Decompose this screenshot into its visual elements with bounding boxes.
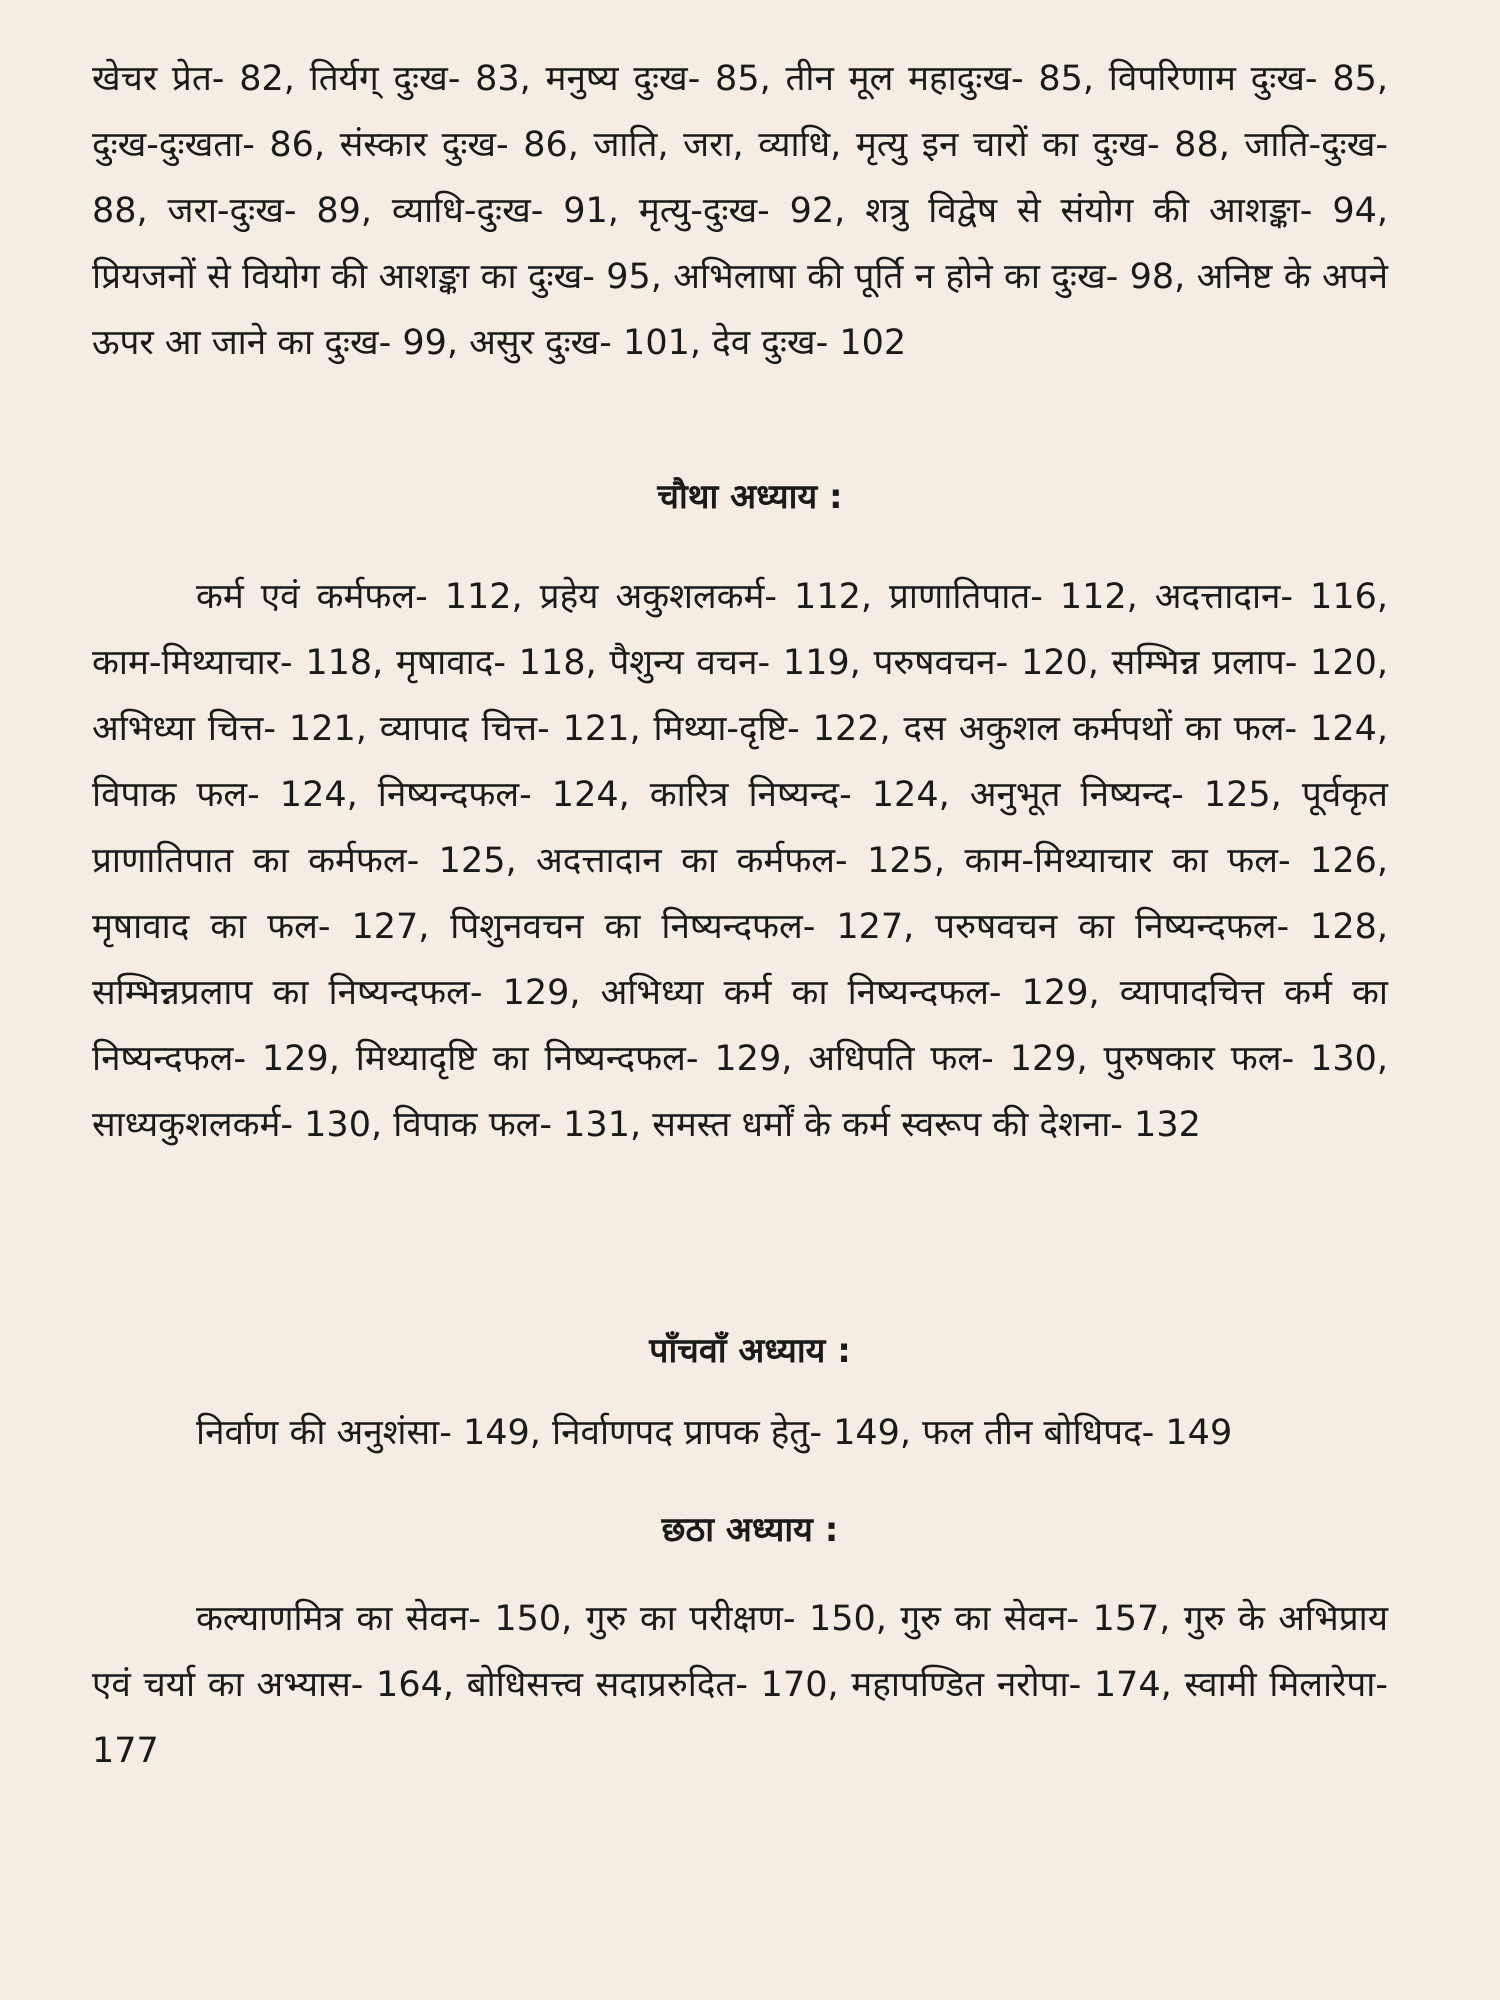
contents-paragraph-continued: खेचर प्रेत- 82, तिर्यग् दुःख- 83, मनुष्य दुःख- 85, तीन मूल महादुःख- 85, विपरिणाम दुःख- 85, दुःख-दुःखता- 86, संस्कार दुःख- 86, जाति, जरा, व्याधि, मृत्यु इन चारों का दुःख- 88, जाति-दुःख- 88, जरा-दुःख- 89, व्याधि-दुःख- 91, मृत्यु-दुःख- 92, शत्रु विद्वेष से संयोग की आशङ्का- 94, प्रियजनों से वियोग की आशङ्का का दुःख- 95, अभिलाषा की पूर्ति न होने का दुःख- 98, अनिष्ट के अपने ऊपर आ जाने का दुःख- 99, असुर दुःख- 101, देव दुःख- 102 [92,59,1388,363]
chapter-6-contents: कल्याणमित्र का सेवन- 150, गुरु का परीक्षण- 150, गुरु का सेवन- 157, गुरु के अभिप्राय एवं चर्या का अभ्यास- 164, बोधिसत्त्व सदाप्ररुदित- 170, महापण्डित नरोपा- 174, स्वामी मिलारेपा- 177 [92,1599,1388,1771]
chapter-5-contents: निर्वाण की अनुशंसा- 149, निर्वाणपद प्रापक हेतु- 149, फल तीन बोधिपद- 149 [196,1413,1233,1453]
chapter-5-heading: पाँचवाँ अध्याय : [649,1331,851,1371]
chapter-4-contents: कर्म एवं कर्मफल- 112, प्रहेय अकुशलकर्म- 112, प्राणातिपात- 112, अदत्तादान- 116, काम-मिथ्याचार- 118, मृषावाद- 118, पैशुन्य वचन- 119, परुषवचन- 120, सम्भिन्न प्रलाप- 120, अभिध्या चित्त- 121, व्यापाद चित्त- 121, मिथ्या-दृष्टि- 122, दस अकुशल कर्मपथों का फल- 124, विपाक फल- 124, निष्यन्दफल- 124, कारित्र निष्यन्द- 124, अनुभूत निष्यन्द- 125, पूर्वकृत प्राणातिपात का कर्मफल- 125, अदत्तादान का कर्मफल- 125, काम-मिथ्याचार का फल- 126, मृषावाद का फल- 127, पिशुनवचन का निष्यन्दफल- 127, परुषवचन का निष्यन्दफल- 128, सम्भिन्नप्रलाप का निष्यन्दफल- 129, अभिध्या कर्म का निष्यन्दफल- 129, व्यापादचित्त कर्म का निष्यन्दफल- 129, मिथ्यादृष्टि का निष्यन्दफल- 129, अधिपति फल- 129, पुरुषकार फल- 130, साध्यकुशलकर्म- 130, विपाक फल- 131, समस्त धर्मों के कर्म स्वरूप की देशना- 132 [92,577,1388,1145]
chapter-4-heading: चौथा अध्याय : [657,477,843,517]
chapter-6-heading: छठा अध्याय : [661,1510,839,1550]
